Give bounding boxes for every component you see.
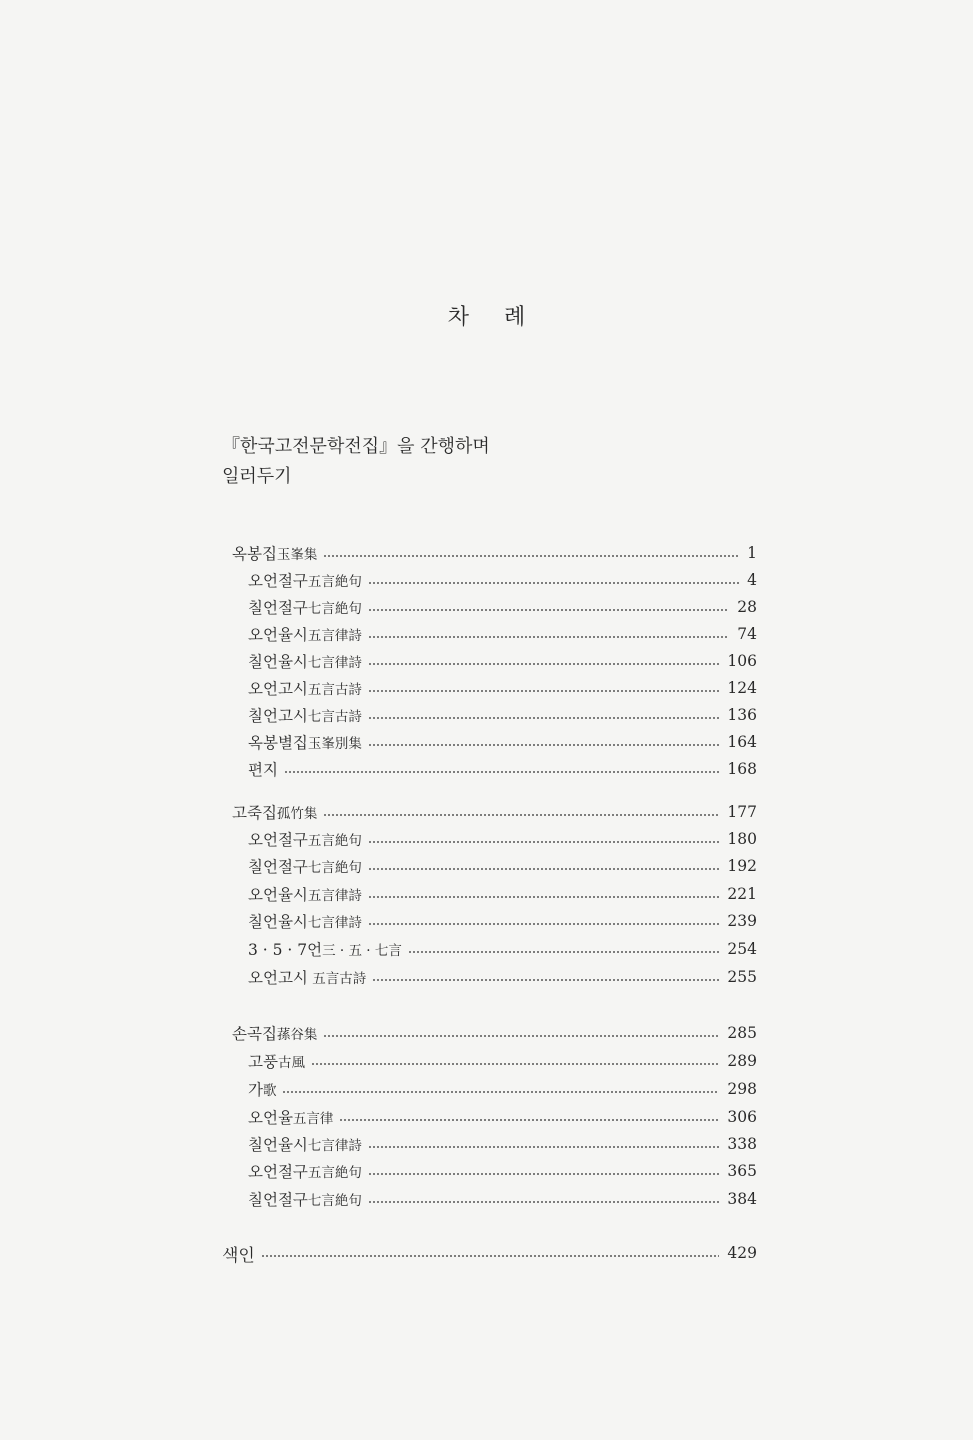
entry-hanja: 五言律詩 xyxy=(307,628,362,644)
page-number: 289 xyxy=(727,1052,757,1070)
page-number: 285 xyxy=(727,1024,757,1042)
leader-dots xyxy=(368,923,720,925)
leader-dots xyxy=(284,771,719,773)
toc-entry[interactable] xyxy=(232,596,757,618)
toc-entry[interactable] xyxy=(232,758,757,780)
leader-dots xyxy=(368,1146,720,1148)
leader-dots xyxy=(368,717,720,719)
entry-title: 칠언절구 xyxy=(248,1191,308,1209)
page-number: 106 xyxy=(727,652,757,670)
leader-dots xyxy=(323,555,739,557)
toc-entry[interactable] xyxy=(232,1133,757,1155)
toc-entry[interactable] xyxy=(232,1160,757,1182)
entry-hanja: 七言古詩 xyxy=(307,709,362,725)
leader-dots xyxy=(368,896,720,898)
page-number: 254 xyxy=(727,940,757,958)
page-number: 177 xyxy=(727,803,757,821)
entry-title: 옥봉별집 xyxy=(248,734,308,752)
entry-title: 오언고시 xyxy=(248,680,308,698)
entry-hanja: 七言絶句 xyxy=(307,601,362,617)
entry-title: 고죽집 xyxy=(232,804,277,822)
leader-dots xyxy=(368,609,729,611)
entry-title: 옥봉집 xyxy=(232,545,277,563)
page-number: 4 xyxy=(747,571,757,589)
leader-dots xyxy=(282,1091,719,1093)
page-number: 28 xyxy=(737,598,757,616)
entry-title: 칠언절구 xyxy=(248,858,308,876)
entry-title: 오언고시 xyxy=(248,969,308,987)
leader-dots xyxy=(368,663,720,665)
page-number: 429 xyxy=(727,1244,757,1262)
toc-entry[interactable] xyxy=(232,828,757,850)
entry-title: 칠언율시 xyxy=(248,1136,308,1154)
toc-entry[interactable] xyxy=(232,1050,757,1072)
page-number: 168 xyxy=(727,760,757,778)
entry-hanja: 歌 xyxy=(262,1083,277,1099)
toc-entry[interactable] xyxy=(232,1188,757,1210)
entry-hanja: 五言絶句 xyxy=(307,574,362,590)
entry-title: 편지 xyxy=(248,761,278,779)
entry-title: 오언절구 xyxy=(248,831,308,849)
leader-dots xyxy=(368,1201,720,1203)
toc-entry[interactable] xyxy=(232,677,757,699)
leader-dots xyxy=(408,951,720,953)
leader-dots xyxy=(323,814,719,816)
leader-dots xyxy=(368,690,720,692)
page-number: 221 xyxy=(727,885,757,903)
page-number: 124 xyxy=(727,679,757,697)
front-matter-notes[interactable]: 일러두기 xyxy=(222,466,292,487)
entry-hanja: 五言古詩 xyxy=(307,971,367,987)
entry-title: 색인 xyxy=(222,1245,255,1266)
toc-entry[interactable] xyxy=(232,855,757,877)
toc-entry[interactable] xyxy=(232,569,757,591)
leader-dots xyxy=(368,744,720,746)
leader-dots xyxy=(368,582,739,584)
leader-dots xyxy=(339,1119,719,1121)
entry-title: 오언절구 xyxy=(248,1163,308,1181)
entry-title: 칠언절구 xyxy=(248,599,308,617)
leader-dots xyxy=(368,841,720,843)
page-number: 239 xyxy=(727,912,757,930)
entry-hanja: 七言律詩 xyxy=(307,655,362,671)
entry-hanja: 五言絶句 xyxy=(307,833,362,849)
toc-entry[interactable] xyxy=(232,801,757,823)
entry-title: 오언율 xyxy=(248,1109,293,1127)
page-number: 74 xyxy=(737,625,757,643)
toc-entry[interactable] xyxy=(232,1022,757,1044)
entry-hanja: 七言律詩 xyxy=(307,1138,362,1154)
entry-title: 3 · 5 · 7언 xyxy=(248,941,323,959)
page-number: 1 xyxy=(747,544,757,562)
page-number: 180 xyxy=(727,830,757,848)
entry-hanja: 古風 xyxy=(277,1055,305,1071)
toc-entry[interactable] xyxy=(232,650,757,672)
entry-hanja: 五言古詩 xyxy=(307,682,362,698)
page-title: 차 례 xyxy=(447,305,540,330)
front-matter-preface[interactable]: 『한국고전문학전집』을 간행하며 xyxy=(222,436,490,457)
page-number: 255 xyxy=(727,968,757,986)
page-number: 365 xyxy=(727,1162,757,1180)
page-number: 298 xyxy=(727,1080,757,1098)
entry-hanja: 七言絶句 xyxy=(307,1193,362,1209)
page-number: 384 xyxy=(727,1190,757,1208)
toc-entry[interactable] xyxy=(232,1078,757,1100)
entry-title: 칠언율시 xyxy=(248,653,308,671)
entry-hanja: 玉峯集 xyxy=(276,547,318,563)
entry-title: 손곡집 xyxy=(232,1025,277,1043)
toc-entry[interactable] xyxy=(232,1106,757,1128)
toc-entry[interactable] xyxy=(232,623,757,645)
entry-hanja: 七言絶句 xyxy=(307,860,362,876)
entry-hanja: 孤竹集 xyxy=(276,806,318,822)
toc-entry[interactable] xyxy=(232,938,757,960)
page-number: 306 xyxy=(727,1108,757,1126)
entry-hanja: 五言絶句 xyxy=(307,1165,362,1181)
entry-hanja: 五言律詩 xyxy=(307,888,362,904)
entry-hanja: 三 · 五 · 七言 xyxy=(322,943,402,959)
toc-entry-index[interactable] xyxy=(222,1242,757,1264)
leader-dots xyxy=(372,979,719,981)
entry-hanja: 五言律 xyxy=(292,1111,334,1127)
entry-hanja: 七言律詩 xyxy=(307,915,362,931)
entry-title: 오언절구 xyxy=(248,572,308,590)
toc-entry[interactable] xyxy=(232,966,757,988)
toc-entry[interactable] xyxy=(232,542,757,564)
leader-dots xyxy=(368,1173,720,1175)
leader-dots xyxy=(323,1035,719,1037)
toc-entry[interactable] xyxy=(232,731,757,753)
toc-entry[interactable] xyxy=(232,910,757,932)
page-number: 164 xyxy=(727,733,757,751)
entry-hanja: 玉峯別集 xyxy=(307,736,362,752)
entry-hanja: 蓀谷集 xyxy=(276,1027,318,1043)
entry-title: 고풍 xyxy=(248,1053,278,1071)
page-number: 338 xyxy=(727,1135,757,1153)
leader-dots xyxy=(261,1255,720,1257)
entry-title: 가 xyxy=(248,1081,263,1099)
entry-title: 오언율시 xyxy=(248,626,308,644)
leader-dots xyxy=(368,636,729,638)
toc-entry[interactable] xyxy=(232,883,757,905)
page-number: 136 xyxy=(727,706,757,724)
toc-entry[interactable] xyxy=(232,704,757,726)
entry-title: 칠언고시 xyxy=(248,707,308,725)
leader-dots xyxy=(368,868,720,870)
page-number: 192 xyxy=(727,857,757,875)
entry-title: 칠언율시 xyxy=(248,913,308,931)
entry-title: 오언율시 xyxy=(248,886,308,904)
leader-dots xyxy=(311,1063,719,1065)
